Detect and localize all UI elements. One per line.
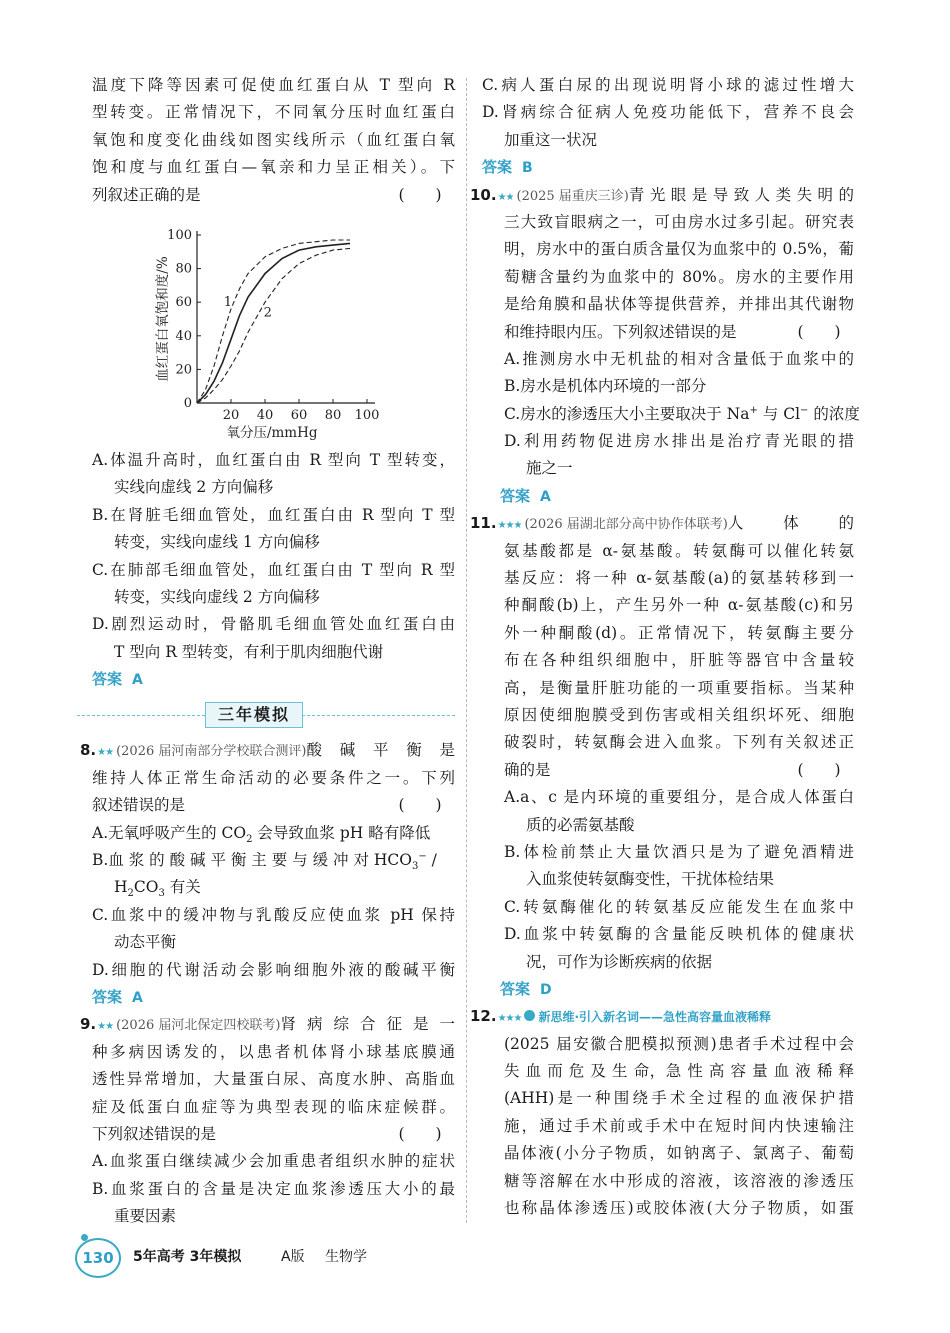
q9-option-d: D.肾病综合征病人免疫功能低下，营养不良会: [482, 103, 854, 122]
q9-stem: 9. ★★ (2026 届河北保定四校联考) 肾病综合征是一: [92, 1011, 455, 1038]
answer-blank: ( ): [797, 760, 841, 779]
q9-option-c: C.病人蛋白尿的出现说明肾小球的滤过性增大: [482, 76, 854, 94]
q11-text: 布在各种组织细胞中，肝脏等器官中含量较: [504, 651, 854, 670]
q12-text: (AHH)是一种围绕手术全过程的血液保护措: [504, 1089, 854, 1108]
question-text-line: 型转变。正常情况下，不同氧分压时血红蛋白: [92, 103, 455, 122]
q11-text: 破裂时，转氨酶会进入血浆。下列有关叙述正: [504, 733, 854, 752]
question-number: 12.: [470, 1007, 497, 1026]
question-source: (2026 届河南部分学校联合测评): [116, 744, 307, 760]
section-header: [77, 701, 455, 731]
q8-option-c-cont: 动态平衡: [114, 933, 177, 952]
curve-label-2: 2: [263, 305, 272, 321]
section-title: 三年模拟: [205, 702, 303, 728]
question-source: (2026 届湖北部分高中协作体联考): [524, 517, 728, 533]
option-d-cont: T 型向 R 型转变，有利于肌肉细胞代谢: [114, 642, 384, 661]
answer-row: [482, 976, 854, 1003]
answer-blank: ( ): [398, 796, 442, 815]
x-tick-label: 100: [354, 407, 380, 423]
q9-last: 下列叙述错误的是 ( ): [92, 1121, 455, 1148]
q11-text: 高，是衡量肝脏功能的一项重要指标。当某种: [504, 678, 854, 697]
difficulty-stars: ★★: [97, 747, 114, 759]
y-tick-label: 60: [175, 295, 192, 311]
q8-option-c: C.血浆中的缓冲物与乳酸反应使血浆 pH 保持: [92, 905, 455, 924]
option-d: D.剧烈运动时，骨骼肌毛细血管处血红蛋白由: [92, 615, 455, 634]
q12-text: 施，通过手术前或手术中在短时间内快速输注: [504, 1116, 854, 1135]
difficulty-stars: ★★★: [497, 1013, 522, 1025]
q12-text: 也称晶体渗透压)或胶体液(大分子物质，如蛋: [504, 1199, 854, 1218]
q11-text: 基反应：将一种 α-氨基酸(a)的氨基转移到一: [504, 569, 854, 588]
x-tick-label: 20: [222, 407, 240, 423]
option-a-cont: 实线向虚线 2 方向偏移: [114, 478, 274, 497]
answer-label: 答案: [92, 670, 123, 689]
q8-option-d: D.细胞的代谢活动会影响细胞外液的酸碱平衡: [92, 960, 455, 979]
q11-stem: 11. ★★★ (2026 届湖北部分高中协作体联考) 人体的: [482, 510, 854, 537]
book-subject: 生物学: [325, 1249, 367, 1265]
q9-text: 种多病因诱发的，以患者机体肾小球基底膜通: [92, 1042, 455, 1061]
answer-blank: ( ): [398, 1124, 442, 1143]
answer-label: 答案: [500, 486, 531, 505]
y-tick-label: 100: [167, 227, 192, 243]
y-axis-label: 血红蛋白氧饱和度/%: [155, 256, 171, 382]
answer-value: B: [522, 160, 533, 177]
question-text-line: 温度下降等因素可促使血红蛋白从 T 型向 R: [92, 76, 455, 94]
oxygen-saturation-chart: [92, 209, 455, 447]
x-tick-label: 80: [324, 407, 342, 423]
q10-option-c: C.房水的渗透压大小主要取决于 Na+ 与 Cl− 的浓度: [504, 404, 860, 423]
question-tag: 新思维·引入新名词——急性高容量血液稀释: [538, 1010, 772, 1025]
page-footer: [75, 1238, 475, 1278]
q10-stem: 10. ★★ (2025 届重庆三诊) 青光眼是导致人类失明的: [482, 182, 854, 209]
q11-option-d-cont: 况，可作为诊断疾病的依据: [526, 952, 713, 971]
question-number: 8.: [80, 741, 97, 760]
answer-row: [92, 666, 455, 693]
right-column: [470, 72, 860, 1222]
question-number: 11.: [470, 514, 497, 533]
origin-label: 0: [183, 395, 192, 411]
q9-option-d-cont: 加重这一状况: [504, 130, 598, 149]
q8-stem: 8. ★★ (2026 届河南部分学校联合测评) 酸碱平衡是: [92, 737, 455, 764]
q10-text: 萄糖含量约为血浆中的 80%。房水的主要作用: [504, 267, 854, 286]
q9-text: 症及低蛋白血症等为典型表现的临床症候群。: [92, 1097, 455, 1116]
option-a: A.体温升高时，血红蛋白由 R 型向 T 型转变，: [92, 450, 455, 469]
answer-row: [482, 154, 854, 181]
answer-value: A: [132, 989, 143, 1006]
q11-last: 确的是 ( ): [482, 757, 854, 784]
answer-value: A: [132, 672, 143, 689]
question-text-line: 饱和度与血红蛋白—氧亲和力呈正相关）。下: [92, 158, 455, 177]
q10-option-d-cont: 施之一: [526, 459, 573, 478]
answer-label: 答案: [500, 979, 531, 998]
answer-value: D: [540, 981, 552, 998]
q10-option-a: A.推测房水中无机盐的相对含量低于血浆中的: [504, 349, 854, 368]
question-number: 10.: [470, 185, 497, 204]
left-column: [80, 72, 455, 1231]
q10-text: 是给角膜和晶状体等提供营养，并排出其代谢物: [504, 295, 854, 314]
difficulty-stars: ★★★: [497, 520, 522, 532]
question-text-line: 氧饱和度变化曲线如图实线所示（血红蛋白氧: [92, 130, 455, 149]
q12-text: (2025 届安徽合肥模拟预测)患者手术过程中会: [504, 1034, 854, 1053]
q12-text: 失 血 而 危 及 生 命，急 性 高 容 量 血 液 稀 释: [504, 1062, 854, 1081]
difficulty-stars: ★★: [497, 191, 514, 203]
chart-svg: [92, 209, 422, 447]
q11-option-c: C.转氨酶催化的转氨基反应能发生在血浆中: [504, 897, 854, 916]
new-thinking-icon: [524, 1010, 535, 1021]
q8-last: 叙述错误的是 ( ): [92, 792, 455, 819]
curve-series-2: [197, 248, 350, 403]
q12-stem: [470, 1003, 854, 1030]
q9-text: 透性异常增加，大量蛋白尿、高度水肿、高脂血: [92, 1070, 455, 1089]
q8-text: 维持人体正常生命活动的必要条件之一。下列: [92, 768, 455, 787]
curve-label-1: 1: [223, 295, 233, 311]
curve-series-solid: [197, 243, 350, 403]
q11-option-d: D.血浆中转氨酶的含量能反映机体的健康状: [504, 925, 854, 944]
q9-option-b: B.血浆蛋白的含量是决定血浆渗透压大小的最: [92, 1179, 455, 1198]
question-number: 9.: [80, 1015, 97, 1034]
q10-last: 和维持眼内压。下列叙述错误的是 ( ): [482, 319, 854, 346]
option-c-cont: 转变，实线向虚线 2 方向偏移: [114, 587, 320, 606]
q11-option-a-cont: 质的必需氨基酸: [526, 815, 635, 834]
q12-text: 晶体液(小分子物质，如钠离子、氯离子、葡萄: [504, 1144, 854, 1163]
answer-row: [482, 483, 854, 510]
q11-option-b-cont: 入血浆使转氨酶变性，干扰体检结果: [526, 870, 775, 889]
q11-option-a: A.a、c 是内环境的重要组分，是合成人体蛋白: [504, 788, 854, 807]
x-tick-label: 40: [256, 407, 274, 423]
q9-option-b-cont: 重要因素: [114, 1207, 177, 1226]
x-tick-label: 60: [290, 407, 308, 423]
option-b-cont: 转变，实线向虚线 1 方向偏移: [114, 533, 320, 552]
q10-text: 三大致盲眼病之一，可由房水过多引起。研究表: [504, 212, 854, 231]
curve-series-1: [197, 240, 350, 403]
difficulty-stars: ★★: [97, 1021, 114, 1033]
answer-row: [92, 984, 455, 1011]
q8-option-b: B.血 浆 的 酸 碱 平 衡 主 要 与 缓 冲 对 $HCO_3^-$ /: [92, 850, 437, 873]
y-tick-label: 40: [175, 328, 192, 344]
page-number: 130: [75, 1238, 121, 1278]
book-edition: A版: [281, 1249, 305, 1265]
answer-value: A: [540, 488, 551, 505]
q8-option-a: A.无氧呼吸产生的 $CO_2$ 会导致血浆 pH 略有降低: [92, 823, 431, 845]
q8-option-b-cont: $H_2CO_3$ 有关: [114, 878, 201, 900]
x-axis-label: 氧分压/mmHg: [226, 424, 318, 441]
q10-text: 明，房水中的蛋白质含量仅为血浆中的 0.5%，葡: [504, 240, 854, 259]
y-tick-label: 80: [175, 261, 192, 277]
answer-blank: ( ): [398, 185, 442, 204]
option-c: C.在肺部毛细血管处，血红蛋白由 T 型向 R 型: [92, 560, 455, 579]
option-b: B.在肾脏毛细血管处，血红蛋白由 R 型向 T 型: [92, 505, 455, 524]
q11-text: 原因使细胞膜受到伤害或相关组织坏死、细胞: [504, 705, 854, 724]
q10-option-d: D.利用药物促进房水排出是治疗青光眼的措: [504, 432, 854, 451]
answer-label: 答案: [92, 987, 123, 1006]
q11-option-b: B.体检前禁止大量饮酒只是为了避免酒精进: [504, 842, 854, 861]
q11-text: 氨基酸都是 α-氨基酸。转氨酶可以催化转氨: [504, 541, 854, 560]
q12-text: 糖等溶解在水中形成的溶液，该溶液的渗透压: [504, 1171, 854, 1190]
answer-label: 答案: [482, 158, 513, 177]
column-divider: [466, 78, 467, 1223]
q11-text: 种酮酸(b)上，产生另外一种 α-氨基酸(c)和另: [504, 596, 854, 615]
q11-text: 外一种酮酸(d)。正常情况下，转氨酶主要分: [504, 623, 854, 642]
y-tick-label: 20: [175, 362, 192, 378]
question-stem-last: 列叙述正确的是 ( ): [92, 182, 455, 209]
q9-option-a: A.血浆蛋白继续减少会加重患者组织水肿的症状: [92, 1152, 455, 1171]
answer-blank: ( ): [797, 322, 841, 341]
q10-option-b: B.房水是机体内环境的一部分: [504, 377, 707, 396]
question-source: (2026 届河北保定四校联考): [116, 1018, 281, 1034]
book-title: 5年高考 3年模拟: [133, 1249, 242, 1265]
question-source: (2025 届重庆三诊): [516, 188, 629, 204]
